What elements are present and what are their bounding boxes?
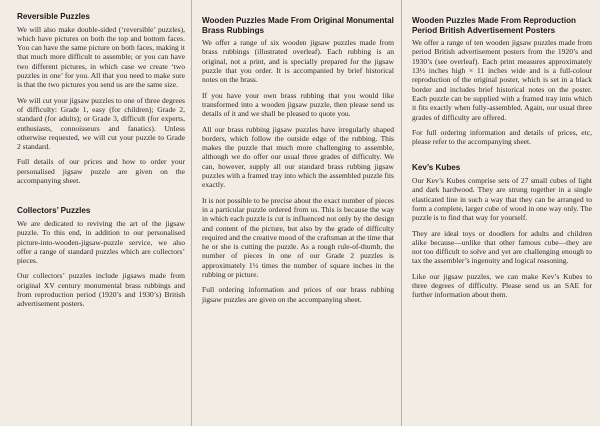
kevs-kubes-heading: Kev’s Kubes [412, 163, 461, 173]
reversible-paragraph-2: We will cut your jigsaw puzzles to one of three degrees of difficulty: Grade 1, easy (for children); Grade 2, standard (for adults); or Grade 3, difficult (for experts, enthusiasts, connoisseurs and fanatics). Unless otherwise requested, we will cut your puzzle to Grade 2 standard. [17, 95, 185, 152]
section-spacer [17, 191, 185, 206]
brass-paragraph-2: If you have your own brass rubbing that you would like transformed into a wooden jigsaw puzzle, then please send us details of it and we shall be pleased to quote you. [202, 90, 394, 119]
brass-rubbings-heading: Wooden Puzzles Made From Original Monumental Brass Rubbings [202, 16, 394, 35]
posters-paragraph-2: For full ordering information and details of prices, etc, please refer to the accompanying sheet. [412, 127, 592, 147]
brass-rubbings-section [202, 16, 394, 304]
column-middle [191, 0, 401, 426]
collectors-paragraph-2: Our collectors’ puzzles include jigsaws made from original XV century monumental brass rubbings and from reproduction period (1920’s and 1930’s) British advertisement posters. [17, 271, 185, 309]
reversible-puzzles-section [17, 12, 185, 185]
collectors-puzzles-heading: Collectors’ Puzzles [17, 206, 91, 216]
kubes-paragraph-2: They are ideal toys or doodlers for adults and children alike because—unlike that other famous cube—they are not too difficult to solve and yet are challenging enough to tax the assembler’s ingenuity and logical reasoning. [412, 228, 592, 266]
collectors-paragraph-1: We are dedicated to reviving the art of the jigsaw puzzle. To this end, in addition to our personalised picture-into-wooden-jigsaw-puzzle service, we also offer a range of standard puzzles which are collectors’ pieces. [17, 218, 185, 266]
column-left [0, 0, 191, 426]
collectors-puzzles-section [17, 206, 185, 308]
kevs-kubes-section [412, 163, 592, 299]
posters-paragraph-1: We offer a range of ten wooden jigsaw puzzles made from period British advertisement posters from the 1920’s and 1930’s (see overleaf). Each print measures approximately 13½ inches high × 11 inches wide and is a full-colour reproduction of the original poster, which is set in a black border and includes brief historical notes on the poster. Each puzzle can be supplied with a framed tray into which it fits exactly when fully-assembled. Again, our usual three grades of difficulty are offered. [412, 38, 592, 122]
reversible-paragraph-3: Full details of our prices and how to order your personalised jigsaw puzzle are given on the accompanying sheet. [17, 157, 185, 186]
advertisement-posters-section [412, 16, 592, 146]
advertisement-posters-heading: Wooden Puzzles Made From Reproduction Period British Advertisement Posters [412, 16, 576, 35]
brass-paragraph-5: Full ordering information and prices of our brass rubbing jigsaw puzzles are given on the accompanying sheet. [202, 285, 394, 304]
brass-paragraph-4: It is not possible to be precise about the exact number of pieces in a particular puzzle ordered from us. This is because the way in which each puzzle is cut is influenced not only by the design and content of the picture, but also by the grade of difficulty required and the creative mood of the craftsman at the time that he or she is cutting the puzzle. As a rough rule-of-thumb, the number of pieces in one of our Grade 2 puzzles is approximately 1½ times the number of square inches in the rubbing or picture. [202, 195, 394, 280]
kubes-paragraph-3: Like our jigsaw puzzles, we can make Kev’s Kubes to three degrees of difficulty. Please send us an SAE for further information about them. [412, 271, 592, 300]
kubes-paragraph-1: Our Kev’s Kubes comprise sets of 27 small cubes of light and dark hardwood. They are strung together in a single elasticated line in such a way that they can be arranged to form a complete, larger cube of wood in one way only. The puzzle is to find that way for yourself. [412, 176, 592, 223]
column-right [401, 0, 600, 426]
reversible-puzzles-heading: Reversible Puzzles [17, 12, 90, 21]
section-spacer [412, 152, 592, 163]
reversible-paragraph-1: We will also make double-sided (‘reversible’ puzzles), which have pictures on both the top and bottom faces. You can have the same picture on both faces, making it that much more difficult to assemble; or you can have two different pictures, in which case we create ‘two puzzles in one’ for you. All that you need to make sure is that the two pictures you send us are the same size. [17, 24, 185, 90]
brass-paragraph-1: We offer a range of six wooden jigsaw puzzles made from brass rubbings (illustrated overleaf). Each rubbing is an original, not a print, and is specially prepared for the jigsaw puzzle that you order. It is accompanied by brief historical notes on the brass. [202, 38, 394, 85]
brass-paragraph-3: All our brass rubbing jigsaw puzzles have irregularly shaped borders, which follow the outside edge of the rubbing. This makes the puzzle that much more challenging to assemble, although we do offer our usual three grades of difficulty. We can, however, supply all our standard brass rubbing jigsaw puzzles with a framed tray into which the assembled puzzle fits exactly. [202, 124, 394, 190]
